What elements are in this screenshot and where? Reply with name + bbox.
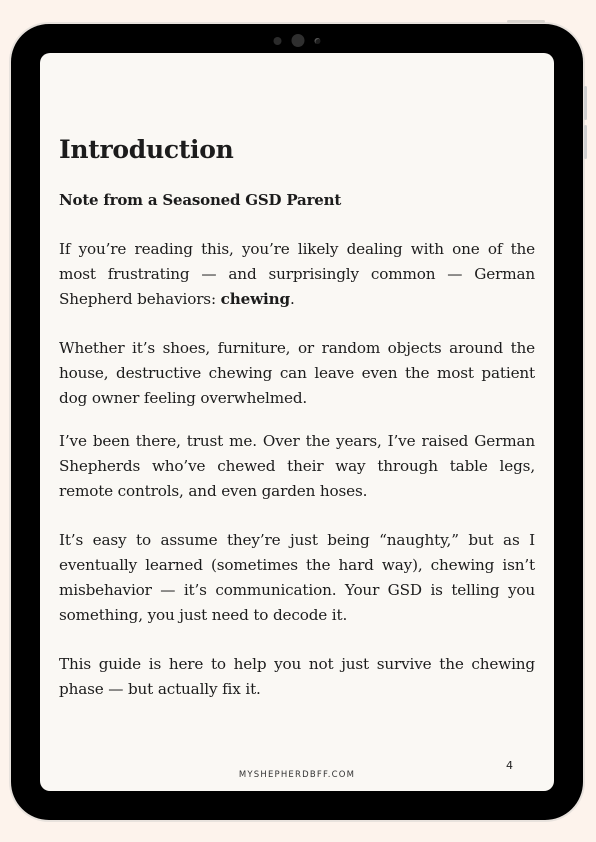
paragraph-1-text: If you’re reading this, you’re likely dealing with one of the most frustrating — and surprisingly common — German Shepherd behaviors: — [59, 240, 535, 308]
front-camera-array — [274, 34, 321, 47]
volume-button-upper — [584, 86, 587, 120]
volume-button-lower — [584, 125, 587, 159]
paragraph-3: I’ve been there, trust me. Over the years, I’ve raised German Shepherds who’ve chewed their way through table legs, remote controls, and even garden hoses. — [59, 432, 535, 500]
paragraph-4: It’s easy to assume they’re just being “naughty,” but as I eventually learned (sometimes the hard way), chewing isn’t misbehavior — it’s communication. Your GSD is telling you something, you just need to decode it. — [59, 531, 535, 624]
paragraph-1 — [59, 237, 535, 312]
page-title: Introduction — [59, 135, 234, 164]
paragraph-5: This guide is here to help you not just survive the chewing phase — but actually fix it. — [59, 655, 535, 698]
paragraph-2: Whether it’s shoes, furniture, or random objects around the house, destructive chewing can leave even the most patient dog owner feeling overwhelmed. — [59, 339, 535, 407]
tablet-frame — [11, 24, 583, 820]
light-sensor-icon — [315, 38, 321, 44]
footer-website: MYSHEPHERDBFF.COM — [238, 770, 356, 780]
paragraph-1-emphasis: chewing — [220, 290, 291, 308]
section-subtitle: Note from a Seasoned GSD Parent — [59, 191, 342, 209]
sensor-dot-icon — [274, 37, 282, 45]
page-number: 4 — [506, 759, 513, 772]
camera-lens-icon — [292, 34, 305, 47]
ebook-page — [59, 135, 535, 726]
paragraph-1-end: . — [290, 290, 295, 308]
tablet-screen[interactable] — [40, 53, 554, 791]
power-button — [507, 20, 545, 23]
